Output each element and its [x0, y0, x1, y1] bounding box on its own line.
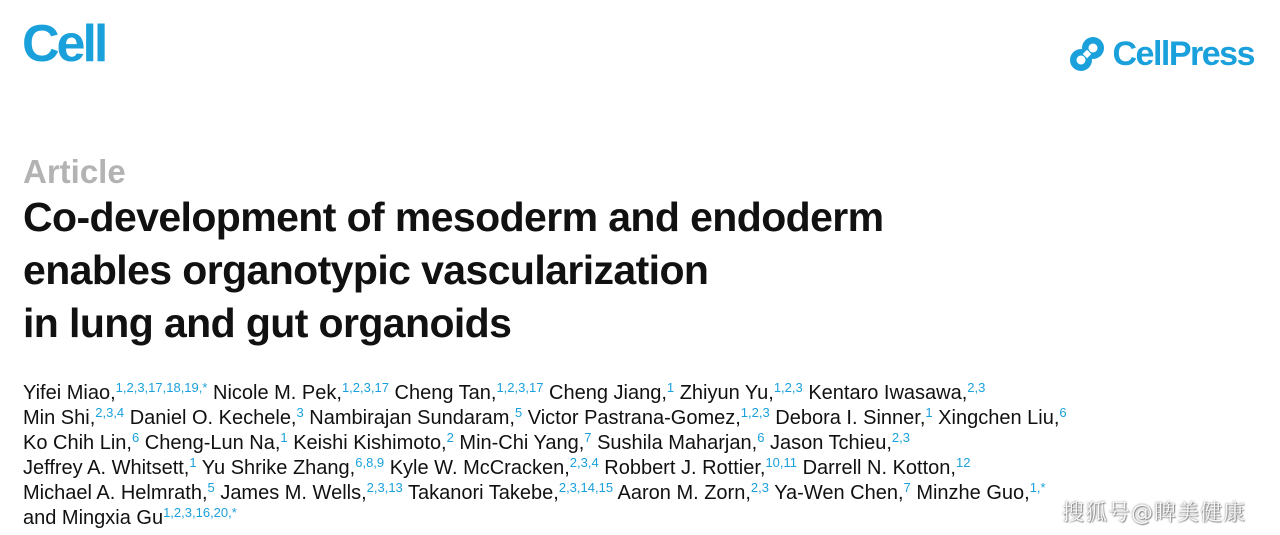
author-name: Kentaro Iwasawa, — [808, 382, 968, 404]
author-name: Daniel O. Kechele, — [129, 407, 297, 429]
title-line: enables organotypic vascularization — [23, 247, 709, 293]
author-affiliation-marks[interactable]: 3 — [296, 405, 304, 420]
author-entry[interactable] — [803, 457, 971, 479]
author-line — [23, 456, 1263, 481]
author-name: James M. Wells, — [220, 482, 367, 504]
author-line — [23, 381, 1263, 406]
watermark-text: 搜狐号@睥美健康 — [1061, 501, 1246, 526]
author-name: Yu Shrike Zhang, — [201, 457, 356, 479]
title-line: Co-development of mesoderm and endoderm — [23, 194, 884, 240]
author-affiliation-marks[interactable]: 2,3 — [750, 480, 769, 495]
author-affiliation-marks[interactable]: 1,2,3,17 — [496, 380, 544, 395]
author-entry[interactable] — [23, 457, 197, 479]
author-entry[interactable] — [916, 482, 1045, 504]
title-line: in lung and gut organoids — [23, 300, 512, 346]
author-entry[interactable] — [774, 482, 911, 504]
author-affiliation-marks[interactable]: 2,3,13 — [366, 480, 403, 495]
author-affiliation-marks[interactable]: 5 — [207, 480, 215, 495]
author-name: Cheng-Lun Na, — [144, 432, 281, 454]
article-title — [23, 191, 1123, 350]
author-affiliation-marks[interactable]: 1,* — [1029, 480, 1046, 495]
author-entry[interactable] — [23, 482, 215, 504]
author-affiliation-marks[interactable]: 1 — [925, 405, 933, 420]
author-entry[interactable] — [220, 482, 402, 504]
author-entry[interactable] — [213, 382, 389, 404]
author-entry[interactable] — [938, 407, 1066, 429]
author-name: Debora I. Sinner, — [775, 407, 926, 429]
author-entry[interactable] — [680, 382, 803, 404]
author-entry[interactable] — [775, 407, 932, 429]
author-name: Michael A. Helmrath, — [23, 482, 208, 504]
author-name: Sushila Maharjan, — [597, 432, 758, 454]
author-name: Kyle W. McCracken, — [389, 457, 570, 479]
author-entry[interactable] — [528, 407, 770, 429]
author-affiliation-marks[interactable]: 6 — [131, 430, 140, 445]
author-entry[interactable] — [459, 432, 591, 454]
author-affiliation-marks[interactable]: 1 — [666, 380, 675, 395]
cellpress-logo-icon — [1067, 34, 1107, 74]
author-affiliation-marks[interactable]: 1,2,3,17,18,19,* — [115, 380, 208, 395]
author-name: Zhiyun Yu, — [679, 382, 774, 404]
author-name: Min Shi, — [23, 407, 96, 429]
author-affiliation-marks[interactable]: 2,3,14,15 — [558, 480, 614, 495]
author-affiliation-marks[interactable]: 5 — [514, 405, 523, 420]
journal-logo: Cell — [22, 15, 106, 73]
author-entry[interactable] — [618, 482, 769, 504]
author-affiliation-marks[interactable]: 12 — [955, 455, 971, 470]
author-affiliation-marks[interactable]: 1,2,3,17 — [341, 380, 389, 395]
author-affiliation-marks[interactable]: 2,3 — [891, 430, 910, 445]
author-affiliation-marks[interactable]: 6,8,9 — [355, 455, 385, 470]
author-line — [23, 406, 1263, 431]
author-affiliation-marks[interactable]: 10,11 — [765, 455, 798, 470]
author-affiliation-marks[interactable]: 2,3,4 — [95, 405, 125, 420]
author-affiliation-marks[interactable]: 7 — [584, 430, 592, 445]
publisher-name: CellPress — [1112, 35, 1254, 73]
author-affiliation-marks[interactable]: 6 — [1059, 405, 1067, 420]
author-name: Jason Tchieu, — [769, 432, 892, 454]
author-entry[interactable] — [23, 507, 237, 529]
author-entry[interactable] — [770, 432, 910, 454]
author-entry[interactable] — [408, 482, 613, 504]
author-entry[interactable] — [395, 382, 544, 404]
author-affiliation-marks[interactable]: 1 — [189, 455, 197, 470]
author-entry[interactable] — [23, 382, 207, 404]
author-affiliation-marks[interactable]: 7 — [903, 480, 911, 495]
author-name: Ya-Wen Chen, — [774, 482, 904, 504]
author-entry[interactable] — [597, 432, 764, 454]
author-name: Cheng Tan, — [394, 382, 497, 404]
author-entry[interactable] — [808, 382, 985, 404]
author-name: Nambirajan Sundaram, — [309, 407, 515, 429]
author-affiliation-marks[interactable]: 2 — [446, 430, 454, 445]
article-type-label: Article — [23, 153, 126, 190]
author-name: Aaron M. Zorn, — [617, 482, 751, 504]
author-entry[interactable] — [293, 432, 454, 454]
author-name: Victor Pastrana-Gomez, — [527, 407, 741, 429]
author-affiliation-marks[interactable]: 2,3,4 — [569, 455, 599, 470]
author-name: Darrell N. Kotton, — [802, 457, 956, 479]
author-affiliation-marks[interactable]: 2,3 — [967, 380, 986, 395]
author-entry[interactable] — [390, 457, 599, 479]
author-entry[interactable] — [202, 457, 384, 479]
author-name: Min-Chi Yang, — [459, 432, 585, 454]
author-name: Xingchen Liu, — [938, 407, 1060, 429]
publisher-logo — [1067, 34, 1255, 74]
author-name: Nicole M. Pek, — [213, 382, 342, 404]
author-entry[interactable] — [23, 407, 124, 429]
author-affiliation-marks[interactable]: 1 — [280, 430, 288, 445]
author-affiliation-marks[interactable]: 1,2,3,16,20,* — [163, 505, 237, 520]
author-name: Keishi Kishimoto, — [293, 432, 447, 454]
author-entry[interactable] — [309, 407, 522, 429]
author-affiliation-marks[interactable]: 6 — [757, 430, 765, 445]
author-name: Cheng Jiang, — [549, 382, 667, 404]
author-name: and Mingxia Gu — [23, 507, 164, 529]
author-name: Robbert J. Rottier, — [604, 457, 766, 479]
author-entry[interactable] — [23, 432, 139, 454]
author-name: Yifei Miao, — [23, 382, 116, 404]
author-entry[interactable] — [549, 382, 674, 404]
author-entry[interactable] — [145, 432, 288, 454]
author-name: Ko Chih Lin, — [23, 432, 132, 454]
author-name: Minzhe Guo, — [916, 482, 1030, 504]
author-entry[interactable] — [130, 407, 304, 429]
author-affiliation-marks[interactable]: 1,2,3 — [740, 405, 770, 420]
author-line — [23, 431, 1263, 456]
author-entry[interactable] — [604, 457, 797, 479]
author-name: Jeffrey A. Whitsett, — [23, 457, 190, 479]
author-name: Takanori Takebe, — [408, 482, 559, 504]
author-affiliation-marks[interactable]: 1,2,3 — [773, 380, 803, 395]
